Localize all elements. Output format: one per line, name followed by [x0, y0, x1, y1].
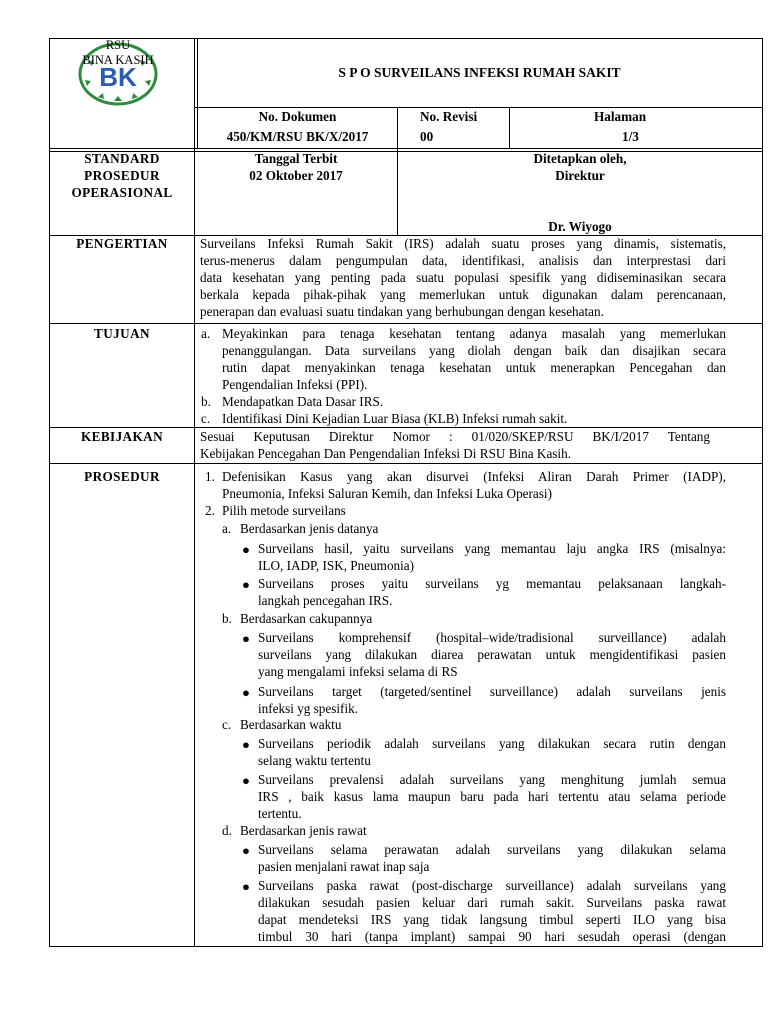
sub-b-bullet-2-line-1: Surveilans target (targeted/sentinel surveillance) adalah surveilans jenis [258, 684, 726, 699]
pengertian-line-3: data kesehatan yang penting pada suatu populasi spesifik yang didiseminasikan secara [200, 270, 726, 285]
step1-line-2: Pneumonia, Infeksi Saluran Kemih, dan Infeksi Luka Operasi) [222, 486, 552, 501]
kebijakan-line-1: Sesuai Keputusan Direktur Nomor : 01/020/SKEP/RSU BK/I/2017 Tentang [200, 429, 710, 444]
sub-b-marker: b. [222, 611, 232, 626]
pengertian-line-5: penerapan dan evaluasi suatu tindakan yang berhubungan dengan kesehatan. [200, 304, 604, 319]
sub-d-bullet-1-line-2: pasien menjalani rawat inap saja [258, 859, 430, 874]
tujuan-a-line-4: Pengendalian Infeksi (PPI). [222, 377, 368, 392]
logo-line-rsu: RSU [105, 38, 131, 52]
sub-a-bullet-1-line-1: Surveilans hasil, yaitu surveilans yang memantau laju angka IRS (misalnya: [258, 541, 726, 556]
sub-c-title: Berdasarkan waktu [240, 717, 342, 732]
page-label: Halaman [594, 109, 647, 124]
sub-b-title: Berdasarkan cakupannya [240, 611, 373, 626]
sub-d-bullet-1-line-1: Surveilans selama perawatan adalah surveilans yang dilakukan selama [258, 842, 726, 857]
tujuan-a-line-3: rutin dapat menyakinkan tenaga kesehatan untuk menerapkan Pencegahan dan [222, 360, 726, 375]
sub-a-bullet-2-line-2: langkah pencegahan IRS. [258, 593, 393, 608]
doc-no-value: 450/KM/RSU BK/X/2017 [226, 129, 369, 144]
tujuan-c-marker: c. [201, 411, 211, 426]
sop-label-line1: STANDARD [84, 151, 160, 166]
sub-b-bullet-2-line-2: infeksi yg spesifik. [258, 701, 358, 716]
prosedur-label: PROSEDUR [84, 469, 160, 484]
sub-d-bullet-2-dot: ● [242, 879, 250, 894]
tujuan-a-line-2: penanggulangan. Data surveilans yang diolah dengan baik dan disajikan secara [222, 343, 726, 358]
kebijakan-line-2: Kebijakan Pencegahan Dan Pengendalian Infeksi Di RSU Bina Kasih. [200, 446, 571, 461]
sub-c-bullet-1-line-2: selang waktu tertentu [258, 753, 371, 768]
header-bottom [49, 148, 763, 149]
sub-a-bullet-1-dot: ● [242, 542, 250, 557]
sub-c-bullet-1-dot: ● [242, 737, 250, 752]
tujuan-b-line-1: Mendapatkan Data Dasar IRS. [222, 394, 384, 409]
pengertian-line-2: terus-menerus dalam pengumpulan data, identifikasi, analisis dan interprestasi dari [200, 253, 726, 268]
page-divider [509, 107, 510, 149]
sub-d-bullet-2-line-4: timbul 30 hari (tanpa implant) sampai 90 hari sesudah operasi (dengan [258, 929, 726, 944]
kebijakan-label: KEBIJAKAN [80, 429, 163, 444]
sop-label-line2: PROSEDUR [84, 168, 160, 183]
sub-d-bullet-2-line-2: dilakukan sesudah pasien keluar dari rumah sakit. Surveilans paska rawat [258, 895, 726, 910]
step1-line-1: Defenisikan Kasus yang akan disurvei (Infeksi Aliran Darah Primer (IADP), [222, 469, 726, 484]
sub-a-marker: a. [222, 521, 232, 536]
sub-c-bullet-2-line-2: IRS , baik kasus lama maupun baru pada hari tertentu atau selama periode [258, 789, 726, 804]
pengertian-line-1: Surveilans Infeksi Rumah Sakit (IRS) adalah suatu proses yang dinamis, sistematis, [200, 236, 726, 251]
director-title: Direktur [555, 168, 605, 183]
sub-d-marker: d. [222, 823, 232, 838]
page-value: 1/3 [622, 129, 639, 144]
logo-line-bina-kasih: BINA KASIH [82, 53, 154, 67]
logo-monogram: BK [99, 62, 137, 92]
sub-d-bullet-2-line-3: dapat mendeteksi IRS yang tidak langsung timbul seperti ILO yang bisa [258, 912, 726, 927]
set-by-label: Ditetapkan oleh, [533, 151, 627, 166]
sub-b-bullet-1-line-3: yang mengalami infeksi selama di RS [258, 664, 458, 679]
sub-a-title: Berdasarkan jenis datanya [240, 521, 379, 536]
sub-b-bullet-1-dot: ● [242, 631, 250, 646]
tujuan-a-marker: a. [201, 326, 211, 341]
sub-b-bullet-2-dot: ● [242, 685, 250, 700]
director-name: Dr. Wiyogo [548, 219, 612, 234]
table-border-bottom [49, 946, 763, 947]
pengertian-line-4: berkala kepada pihak-pihak yang memerlukan untuk digunakan dalam perencanaan, [200, 287, 726, 302]
sub-a-bullet-2-dot: ● [242, 577, 250, 592]
step1-marker: 1. [205, 469, 215, 484]
sub-b-bullet-1-line-2: surveilans yang dilakukan diarea perawatan untuk mengidentifikasi pasien [258, 647, 726, 662]
sub-c-bullet-2-dot: ● [242, 773, 250, 788]
pengertian-row-bottom [49, 323, 763, 324]
sub-d-title: Berdasarkan jenis rawat [240, 823, 367, 838]
doc-no-label: No. Dokumen [258, 109, 337, 124]
sub-c-bullet-2-line-1: Surveilans prevalensi adalah surveilans yang menghitung jumlah semua [258, 772, 726, 787]
table-border-right [762, 38, 763, 947]
sub-a-bullet-2-line-1: Surveilans proses yaitu surveilans yg memantau pelaksanaan langkah- [258, 576, 726, 591]
issue-date-value: 02 Oktober 2017 [249, 168, 343, 183]
revision-label: No. Revisi [420, 109, 478, 124]
tujuan-c-line-1: Identifikasi Dini Kejadian Luar Biasa (KLB) Infeksi rumah sakit. [222, 411, 568, 426]
kebijakan-row-bottom [49, 463, 763, 464]
revision-value: 00 [420, 129, 434, 144]
step2-marker: 2. [205, 503, 215, 518]
sub-c-bullet-2-line-3: tertentu. [258, 806, 302, 821]
issue-date-label: Tanggal Terbit [254, 151, 338, 166]
sub-d-bullet-1-dot: ● [242, 843, 250, 858]
document-title: S P O SURVEILANS INFEKSI RUMAH SAKIT [338, 65, 621, 80]
sub-c-bullet-1-line-1: Surveilans periodik adalah surveilans yang dilakukan secara rutin dengan [258, 736, 726, 751]
step2-text: Pilih metode surveilans [222, 503, 346, 518]
sop-label-line3: OPERASIONAL [71, 185, 173, 200]
sub-a-bullet-1-line-2: ILO, IADP, ISK, Pneumonia) [258, 558, 415, 573]
sub-d-bullet-2-line-1: Surveilans paska rawat (post-discharge surveillance) adalah surveilans yang [258, 878, 726, 893]
tujuan-a-line-1: Meyakinkan para tenaga kesehatan tentang adanya masalah yang memerlukan [222, 326, 726, 341]
pengertian-label: PENGERTIAN [76, 236, 168, 251]
sub-b-bullet-1-line-1: Surveilans komprehensif (hospital–wide/tradisional surveillance) adalah [258, 630, 726, 645]
sub-c-marker: c. [222, 717, 232, 732]
tujuan-b-marker: b. [201, 394, 211, 409]
tujuan-label: TUJUAN [94, 326, 150, 341]
